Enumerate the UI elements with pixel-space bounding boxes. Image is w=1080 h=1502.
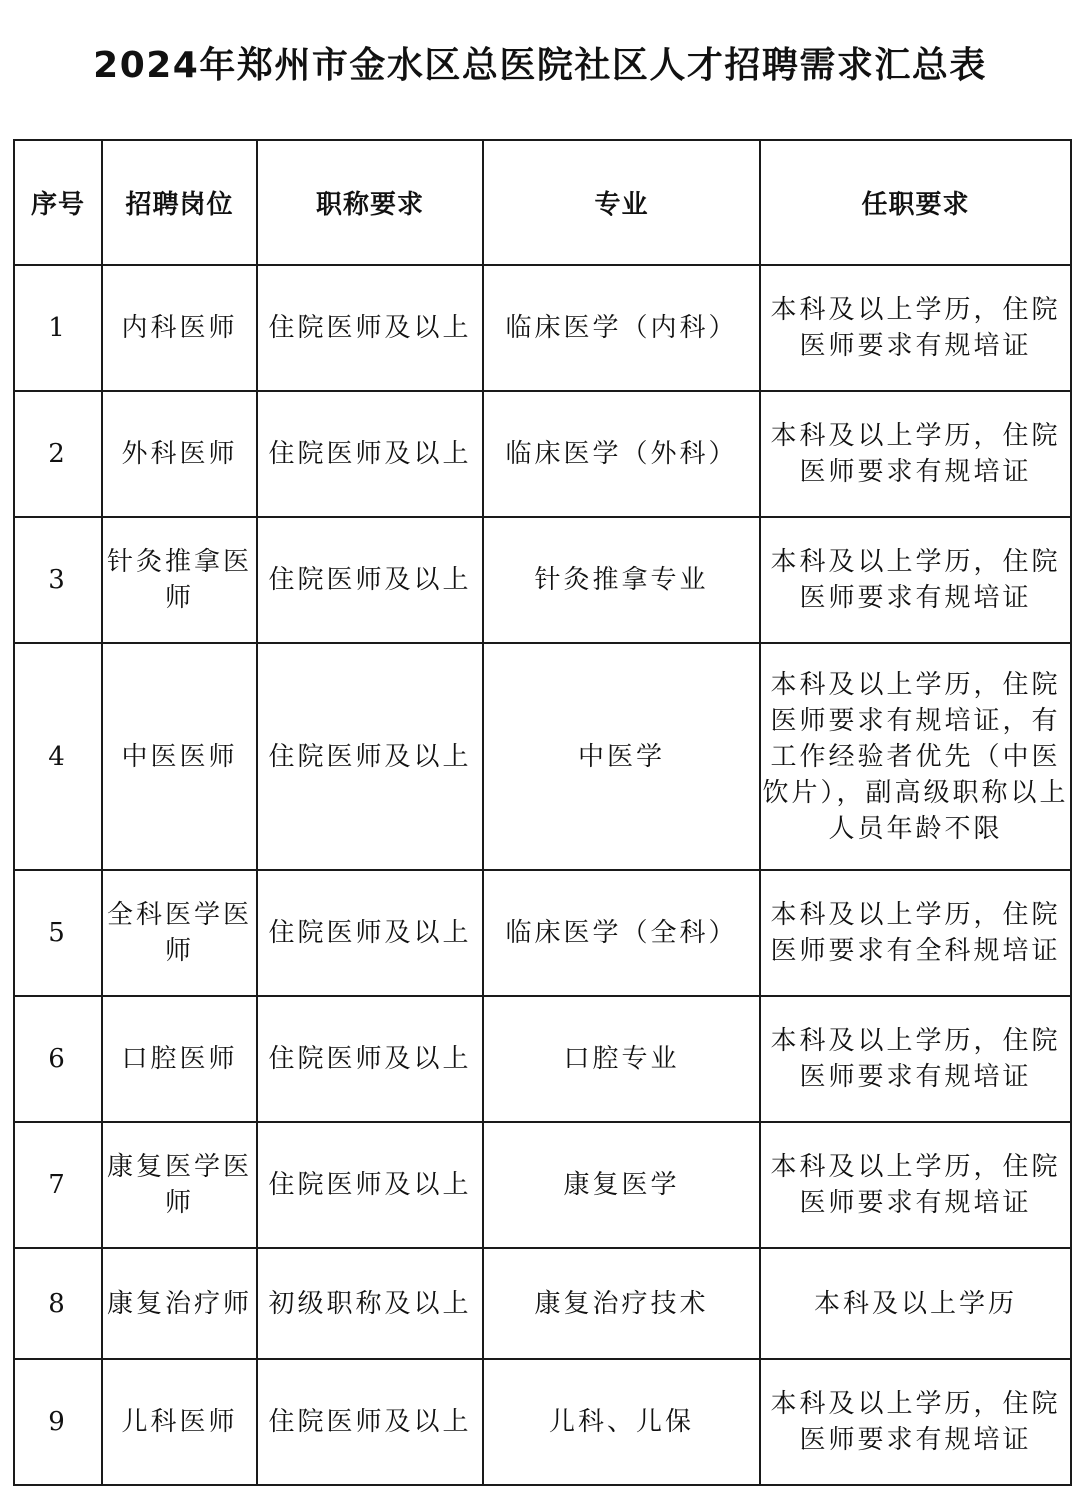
row-requirements: 本科及以上学历，住院医师要求有规培证 (760, 391, 1071, 517)
row-index: 8 (14, 1248, 102, 1359)
row-position: 全科医学医师 (102, 870, 257, 996)
row-position: 儿科医师 (102, 1359, 257, 1485)
row-index: 5 (14, 870, 102, 996)
row-major: 口腔专业 (483, 996, 760, 1122)
table-row (14, 643, 1071, 870)
row-index: 1 (14, 265, 102, 391)
row-position: 口腔医师 (102, 996, 257, 1122)
row-index: 4 (14, 643, 102, 870)
table-row (14, 517, 1071, 643)
row-title-requirement: 住院医师及以上 (257, 391, 483, 517)
row-title-requirement: 住院医师及以上 (257, 517, 483, 643)
row-requirements: 本科及以上学历，住院医师要求有规培证 (760, 1359, 1071, 1485)
row-major: 临床医学（全科） (483, 870, 760, 996)
table-row (14, 870, 1071, 996)
row-index: 9 (14, 1359, 102, 1485)
row-position: 康复医学医师 (102, 1122, 257, 1248)
row-major: 康复医学 (483, 1122, 760, 1248)
page-title: 2024年郑州市金水区总医院社区人才招聘需求汇总表 (93, 45, 987, 86)
header-index: 序号 (14, 140, 102, 265)
row-title-requirement: 住院医师及以上 (257, 643, 483, 870)
row-major: 临床医学（外科） (483, 391, 760, 517)
table-header-row (14, 140, 1071, 265)
row-title-requirement: 住院医师及以上 (257, 1122, 483, 1248)
row-position: 外科医师 (102, 391, 257, 517)
row-title-requirement: 住院医师及以上 (257, 870, 483, 996)
row-requirements: 本科及以上学历，住院医师要求有规培证 (760, 996, 1071, 1122)
row-title-requirement: 住院医师及以上 (257, 1359, 483, 1485)
row-requirements: 本科及以上学历，住院医师要求有规培证 (760, 265, 1071, 391)
header-requirements: 任职要求 (760, 140, 1071, 265)
row-requirements: 本科及以上学历 (760, 1248, 1071, 1359)
header-major: 专业 (483, 140, 760, 265)
row-requirements: 本科及以上学历，住院医师要求有全科规培证 (760, 870, 1071, 996)
row-index: 7 (14, 1122, 102, 1248)
table-row (14, 1359, 1071, 1485)
row-requirements: 本科及以上学历，住院医师要求有规培证 (760, 517, 1071, 643)
row-position: 内科医师 (102, 265, 257, 391)
row-major: 临床医学（内科） (483, 265, 760, 391)
table-row (14, 1122, 1071, 1248)
row-title-requirement: 住院医师及以上 (257, 265, 483, 391)
row-requirements: 本科及以上学历，住院医师要求有规培证 (760, 1122, 1071, 1248)
row-major: 康复治疗技术 (483, 1248, 760, 1359)
row-index: 2 (14, 391, 102, 517)
header-title-requirement: 职称要求 (257, 140, 483, 265)
row-requirements: 本科及以上学历，住院医师要求有规培证，有工作经验者优先（中医饮片），副高级职称以上人员年龄不限 (760, 643, 1071, 870)
row-position: 针灸推拿医师 (102, 517, 257, 643)
row-title-requirement: 初级职称及以上 (257, 1248, 483, 1359)
row-index: 6 (14, 996, 102, 1122)
row-position: 中医医师 (102, 643, 257, 870)
table-row (14, 1248, 1071, 1359)
table-row (14, 996, 1071, 1122)
row-major: 儿科、儿保 (483, 1359, 760, 1485)
header-position: 招聘岗位 (102, 140, 257, 265)
recruitment-table (13, 139, 1072, 1486)
row-major: 中医学 (483, 643, 760, 870)
row-index: 3 (14, 517, 102, 643)
table-row (14, 265, 1071, 391)
table-row (14, 391, 1071, 517)
row-title-requirement: 住院医师及以上 (257, 996, 483, 1122)
row-major: 针灸推拿专业 (483, 517, 760, 643)
row-position: 康复治疗师 (102, 1248, 257, 1359)
